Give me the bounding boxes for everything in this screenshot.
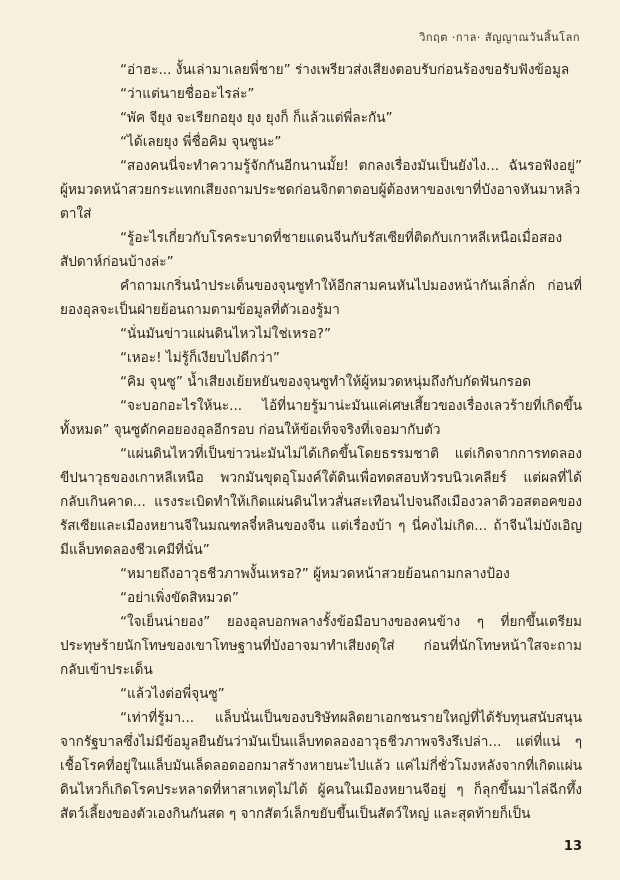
paragraph: คำถามเกริ่นนำประเด็นของจุนซูทำให้อีกสามคนหันไปมองหน้ากันเลิ่กลั่ก ก่อนที่ยองอุลจะเป็นฝ่ายย้อนถามตามข้อมูลที่ตัวเองรู้มา xyxy=(60,278,582,318)
paragraph: “รู้อะไรเกี่ยวกับโรคระบาดที่ชายแดนจีนกับรัสเซียที่ติดกับเกาหลีเหนือเมื่อสองสัปดาห์ก่อนบ้างล่ะ” xyxy=(60,230,563,270)
paragraph: “หมายถึงอาวุธชีวภาพงั้นเหรอ?” ผู้หมวดหน้าสวยย้อนถามกลางป้อง xyxy=(120,566,510,582)
running-header: วิกฤต ·กาล· สัญญาณวันสิ้นโลก xyxy=(419,31,580,44)
paragraph: “นั่นมันข่าวแผ่นดินไหวไม่ใช่เหรอ?” xyxy=(120,326,332,342)
paragraph: “จะบอกอะไรให้นะ... ไอ้ที่นายรู้มาน่ะมันแค่เศษเสี้ยวของเรื่องเลวร้ายที่เกิดขึ้นทั้งหมด” จุนซูดักคอยองอุลอีกรอบ ก่อนให้ข้อเท็จจริงที่เจอมากับตัว xyxy=(60,398,582,438)
paragraph: “แผ่นดินไหวที่เป็นข่าวน่ะมันไม่ได้เกิดขึ้นโดยธรรมชาติ แต่เกิดจากการทดลองขีปนาวุธของเกาหลีเหนือ พวกมันขุดอุโมงค์ใต้ดินเพื่อทดสอบหัวรบนิวเคลียร์ แต่ผลที่ได้กลับเกินคาด... แรงระเบิดทำให้เกิดแผ่นดินไหวสั่นสะเทือนไปจนถึงเมืองวลาดิวอสตอคของรัสเซียและเมืองหยานจีในมณฑลจี๋หลินของจีน แต่เรื่องบ้า ๆ นี่คงไม่เกิด... ถ้าจีนไม่บังเอิญมีแล็บทดลองชีวเคมีที่นั่น” xyxy=(60,446,582,558)
paragraph: “ได้เลยยุง พี่ชื่อคิม จุนซูนะ” xyxy=(120,134,282,150)
paragraph: “เหอะ! ไม่รู้ก็เงียบไปดีกว่า” xyxy=(120,350,280,366)
paragraph: “คิม จุนซู” น้ำเสียงเย้ยหยันของจุนซูทำให้ผู้หมวดหนุ่มถึงกับกัดฟันกรอด xyxy=(120,374,532,390)
page-number: 13 xyxy=(563,839,582,854)
paragraph: “อ่าฮะ... งั้นเล่ามาเลยพี่ชาย” ร่างเพรียวส่งเสียงตอบรับก่อนร้องขอรับฟังข้อมูล xyxy=(120,62,570,78)
paragraph: “ว่าแต่นายชื่ออะไรล่ะ” xyxy=(120,86,255,102)
paragraph: “อย่าเพิ่งขัดสิหมวด” xyxy=(120,590,239,606)
body-text xyxy=(60,58,582,826)
paragraph: “ใจเย็นน่ายอง” ยองอุลบอกพลางรั้งข้อมือบางของคนข้าง ๆ ที่ยกขึ้นเตรียมประทุษร้ายนักโทษของเขาโทษฐานที่บังอาจมาทำเสียงดุใส่ ก่อนที่นักโทษหน้าใสจะถามกลับเข้าประเด็น xyxy=(60,614,582,678)
paragraph: “พัค จียุง จะเรียกอยุง ยุง ยุงก็ ก็แล้วแต่พี่ละกัน” xyxy=(120,110,393,126)
paragraph: “เท่าที่รู้มา... แล็บนั่นเป็นของบริษัทผลิตยาเอกชนรายใหญ่ที่ได้รับทุนสนับสนุนจากรัฐบาลซึ่งไม่มีข้อมูลยืนยันว่ามันเป็นแล็บทดลองอาวุธชีวภาพจริงรึเปล่า... แต่ที่แน่ ๆ เชื้อโรคที่อยู่ในแล็บมันเล็ดลอดออกมาสร้างหายนะไปแล้ว แค่ไม่กี่ชั่วโมงหลังจากที่เกิดแผ่นดินไหวก็เกิดโรคประหลาดที่หาสาเหตุไม่ได้ ผู้คนในเมืองหยานจีอยู่ ๆ ก็ลุกขึ้นมาไล่ฉีกทึ้งสัตว์เลี้ยงของตัวเองกินกันสด ๆ จากสัตว์เล็กขยับขึ้นเป็นสัตว์ใหญ่ และสุดท้ายก็เป็น xyxy=(60,710,582,822)
paragraph: “สองคนนี่จะทำความรู้จักกันอีกนานมั้ย! ตกลงเรื่องมันเป็นยังไง... ฉันรอฟังอยู่” ผู้หมวดหน้าสวยกระแทกเสียงถามประชดก่อนจิกตาตอบผู้ต้องหาของเขาที่บังอาจหันมาหลิ่วตาใส่ xyxy=(60,158,582,222)
paragraph: “แล้วไงต่อพี่จุนซู” xyxy=(120,686,225,702)
